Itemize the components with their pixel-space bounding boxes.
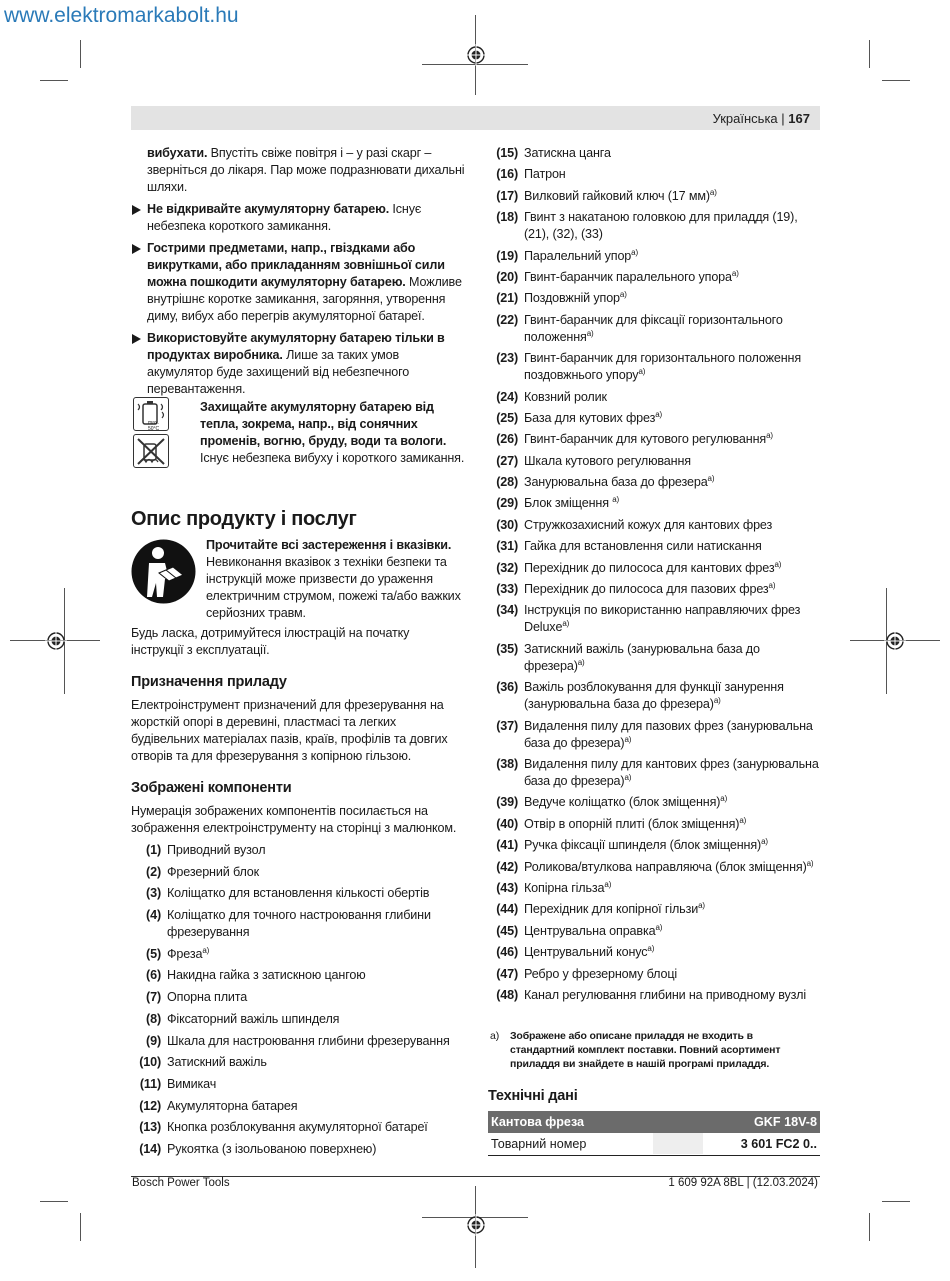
article-number-value: 3 601 FC2 0.. (671, 1133, 820, 1156)
list-item (131, 989, 466, 1006)
list-item-text: Гвинт з накатаною головкою для приладдя (19), (21), (32), (33) (524, 210, 798, 242)
max-temp-label: max. 50°C (148, 420, 160, 432)
list-item (488, 474, 820, 491)
list-item (488, 816, 820, 833)
list-item-number: (38) (496, 756, 518, 771)
list-item-text: Кнопка розблокування акумуляторної батареї (167, 1120, 428, 1135)
footer-publisher: Bosch Power Tools (132, 1177, 230, 1189)
table-head-product: Кантова фреза (488, 1111, 671, 1133)
list-item-number: (18) (496, 210, 518, 225)
purpose-paragraph (131, 697, 461, 765)
list-item-text: Шкала для настроювання глибини фрезерування (167, 1033, 450, 1048)
footnote-marker: a) (562, 619, 570, 629)
list-item-number: (48) (496, 987, 518, 1002)
article-number-label (488, 1133, 671, 1156)
list-item-number: (8) (146, 1011, 161, 1026)
list-item (488, 209, 820, 243)
list-item (488, 145, 820, 162)
list-item (131, 1011, 466, 1028)
list-item-text: Патрон (524, 167, 566, 182)
list-item (131, 1141, 466, 1158)
list-item (488, 350, 820, 384)
list-item (488, 794, 820, 811)
list-item-number: (37) (496, 718, 518, 733)
list-item-number: (29) (496, 496, 518, 511)
header-language: Українська (712, 111, 778, 126)
list-item-text: Коліщатко для точного настроювання глибини фрезерування (167, 908, 431, 940)
components-intro-text: Нумерація зображених компонентів посилається на зображення електроінструменту на сторінці з малюнком. (131, 804, 457, 835)
footnote-marker: a) (713, 696, 721, 706)
list-item-number: (34) (496, 603, 518, 618)
list-item-number: (39) (496, 795, 518, 810)
list-item-text: Занурювальна база до фрезера (524, 475, 708, 490)
list-item-number: (14) (139, 1141, 161, 1156)
list-item-text: Гвинт-баранчик для горизонтального положення поздовжнього упору (524, 351, 801, 383)
components-list-right (488, 145, 820, 1004)
list-item-text: Інструкція по використанню направляючих фрез Deluxe (524, 603, 801, 635)
list-item-number: (2) (146, 864, 161, 879)
warning-bullet-sharp (131, 240, 466, 325)
footnote-marker: a) (739, 815, 747, 825)
list-item-text: Фрезерний блок (167, 864, 260, 879)
purpose-title: Призначення приладу (131, 674, 287, 690)
continued-bold: вибухати. (147, 146, 208, 160)
list-item (488, 901, 820, 918)
list-item-number: (15) (496, 146, 518, 160)
list-item-text: Центрувальний конус (524, 945, 648, 960)
list-item (488, 987, 820, 1004)
list-item-text: Важіль розблокування для функції занурення (занурювальна база до фрезера) (524, 680, 784, 712)
list-item (131, 842, 466, 859)
list-item (131, 1054, 466, 1071)
watermark-url[interactable]: www.elektromarkabolt.hu (4, 4, 239, 27)
warning-bullet-open (131, 201, 466, 235)
list-item-number: (16) (496, 167, 518, 182)
footnote-marker: a) (647, 943, 655, 953)
list-item (488, 312, 820, 346)
list-item (488, 248, 820, 265)
list-item (488, 859, 820, 876)
list-item-text: Копірна гільза (524, 880, 605, 895)
list-item-text: Гвинт-баранчик паралельного упора (524, 269, 732, 284)
table-head-model: GKF 18V-8 (671, 1111, 820, 1133)
footnote-marker: a) (766, 431, 773, 441)
footnote-marker: a) (761, 836, 768, 846)
list-item-number: (4) (146, 908, 161, 923)
registration-mark-top-icon (465, 44, 487, 66)
list-item-text: Приводний вузол (167, 843, 266, 857)
list-item-text: Ребро у фрезерному блоці (524, 966, 678, 981)
list-item (131, 1119, 466, 1136)
list-item-text: Паралельний упор (524, 248, 632, 263)
registration-mark-left-icon (45, 630, 67, 652)
footnote-marker: a) (604, 879, 612, 889)
list-item-number: (6) (146, 968, 161, 983)
list-item-number: (3) (146, 886, 161, 901)
list-item (131, 1033, 466, 1050)
list-item (131, 967, 466, 984)
list-item-number: (25) (496, 410, 518, 425)
list-item (131, 1098, 466, 1115)
footnote-marker: a) (631, 247, 638, 257)
footnote-marker: a) (619, 290, 627, 300)
list-item-number: (33) (496, 582, 518, 597)
bullet-bold: Не відкривайте акумуляторну батарею. (147, 202, 390, 216)
list-item-text: Вимикач (167, 1076, 217, 1091)
list-item-text: Ручка фіксації шпинделя (блок зміщення) (524, 838, 762, 853)
footnote (488, 1029, 808, 1071)
list-item-number: (24) (496, 389, 518, 404)
list-item-number: (10) (139, 1055, 161, 1070)
footnote-marker: a) (774, 559, 782, 569)
bullet-text: Можливе внутрішнє коротке замикання, загоряння, утворення диму, вибух або перегрів акумуляторної батареї. (147, 275, 462, 323)
list-item-text: Рукоятка (з ізольованою поверхнею) (167, 1141, 377, 1156)
footnote-marker: a) (586, 328, 594, 338)
list-item (131, 885, 466, 902)
list-item-number: (30) (496, 517, 518, 532)
read-manual-icon (131, 539, 196, 604)
footnote-marker: a) (655, 409, 663, 419)
list-item-text: Ведуче коліщатко (блок зміщення) (524, 795, 721, 810)
list-item (488, 602, 820, 636)
tech-data-table (488, 1111, 820, 1156)
list-item (488, 538, 820, 555)
heat-warning-text: Існує небезпека вибуху і короткого замикання. (200, 451, 465, 465)
list-item (488, 560, 820, 577)
list-item (488, 410, 820, 427)
list-item-text: Перехідник до пилососа для кантових фрез (524, 560, 775, 575)
components-list-left (131, 842, 466, 1158)
list-item-text: Накидна гайка з затискною цангою (167, 968, 366, 983)
list-item (488, 389, 820, 406)
list-item-text: Затискний важіль (167, 1055, 267, 1070)
footnote-marker: a) (624, 734, 632, 744)
list-item-number: (36) (496, 680, 518, 695)
list-item (488, 718, 820, 752)
battery-heat-icon (133, 397, 169, 431)
list-item (488, 756, 820, 790)
list-item-number: (43) (496, 880, 518, 895)
list-item-text: Отвір в опорній плиті (блок зміщення) (524, 816, 740, 831)
list-item-number: (41) (496, 838, 518, 853)
left-column (131, 145, 466, 398)
list-item-text: Стружкозахисний кожух для кантових фрез (524, 517, 773, 532)
list-item (488, 166, 820, 183)
list-item-number: (20) (496, 269, 518, 284)
list-item-text: Вилковий гайковий ключ (17 мм) (524, 188, 710, 203)
list-item-text: Опорна плита (167, 990, 248, 1005)
page-number: 167 (788, 111, 810, 126)
list-item (488, 431, 820, 448)
bullet-bold: Використовуйте акумуляторну батарею тільки в продуктах виробника. (147, 331, 445, 362)
list-item-number: (17) (496, 188, 518, 203)
list-item-number: (13) (139, 1120, 161, 1135)
list-item-text: Фреза (167, 946, 203, 961)
list-item-number: (19) (496, 248, 518, 263)
footnote-marker: a) (577, 657, 585, 667)
no-water-fire-icon (133, 434, 169, 468)
read-instructions-text: Невиконання вказівок з техніки безпеки та інструкцій може призвести до ураження електричним струмом, пожежі та/або важких серйозних травм. (206, 555, 461, 620)
footnote-marker: a) (655, 922, 663, 932)
list-item-text: Поздовжній упор (524, 291, 620, 306)
list-item (488, 188, 820, 205)
table-row (488, 1133, 820, 1156)
list-item-number: (40) (496, 816, 518, 831)
list-item-text: Перехідник до пилососа для пазових фрез (524, 582, 769, 597)
list-item (488, 944, 820, 961)
list-item-number: (47) (496, 966, 518, 981)
list-item-text: Гвинт-баранчик для кутового регулювання (524, 432, 767, 447)
list-item (488, 581, 820, 598)
list-item-number: (7) (146, 990, 161, 1005)
footnote-marker: a) (709, 187, 717, 197)
list-item-text: Фіксаторний важіль шпинделя (167, 1011, 340, 1026)
section-title: Опис продукту і послуг (131, 508, 357, 530)
list-item-text: Перехідник для копірної гільзи (524, 902, 699, 917)
tech-data-title: Технічні дані (488, 1088, 578, 1104)
list-item-text: Ковзний ролик (524, 389, 607, 404)
article-number-label-text: Товарний номер (491, 1137, 587, 1151)
list-item-text: Канал регулювання глибини на приводному вузлі (524, 987, 807, 1002)
list-item (488, 269, 820, 286)
components-intro (131, 803, 466, 837)
list-item (131, 1076, 466, 1093)
list-item-text: Гайка для встановлення сили натискання (524, 539, 762, 554)
footer-doc-number: 1 609 92A 8BL | (12.03.2024) (668, 1177, 818, 1189)
list-item-number: (28) (496, 475, 518, 490)
list-item (488, 641, 820, 675)
list-item-number: (22) (496, 312, 518, 327)
list-item (488, 290, 820, 307)
purpose-text: Електроінструмент призначений для фрезерування на жорсткій опорі в деревині, пластмасі та легких будівельних матеріалах пазів, країв, профілів та довгих отворів та для фрезерування з копірною гільзою. (131, 698, 448, 763)
list-item-number: (32) (496, 560, 518, 575)
list-item-text: Шкала кутового регулювання (524, 453, 691, 468)
list-item-number: (42) (496, 859, 518, 874)
registration-mark-right-icon (884, 630, 906, 652)
list-item-number: (23) (496, 351, 518, 366)
list-item-text: Роликова/втулкова направляюча (блок зміщення) (524, 859, 807, 874)
list-item-number: (9) (146, 1033, 161, 1048)
footnote-label: a) (490, 1030, 500, 1042)
list-item-text: Затискна цанга (524, 146, 611, 160)
footnote-marker: a) (638, 366, 646, 376)
list-item-text: Блок зміщення (524, 496, 613, 511)
heat-warning-bold: Захищайте акумуляторну батарею від тепла, зокрема, напр., від сонячних променів, вогню, бруду, води та вологи. (200, 400, 447, 448)
list-item (131, 946, 466, 963)
list-item (488, 966, 820, 983)
footnote-marker: a) (731, 268, 739, 278)
footnote-text: Зображене або описане приладдя не входить в стандартний комплект поставки. Повний асортимент приладдя ви знайдете в нашій програмі приладдя. (510, 1030, 781, 1070)
components-title: Зображені компоненти (131, 780, 292, 796)
list-item (131, 907, 466, 941)
list-item-number: (45) (496, 923, 518, 938)
list-item-text: Гвинт-баранчик для фіксації горизонтального положення (524, 312, 783, 344)
list-item-text: Затискний важіль (занурювальна база до фрезера) (524, 641, 760, 673)
list-item (488, 923, 820, 940)
read-instructions-bold: Прочитайте всі застереження і вказівки. (206, 538, 452, 552)
footnote-marker: a) (768, 580, 776, 590)
footnote-marker: a) (202, 945, 210, 955)
list-item-text: Видалення пилу для пазових фрез (занурювальна база до фрезера) (524, 718, 813, 750)
heat-warning (200, 399, 470, 467)
table-header-row (488, 1111, 820, 1133)
list-item-number: (1) (146, 843, 161, 857)
list-item-text: Акумуляторна батарея (167, 1098, 298, 1113)
list-item (488, 837, 820, 854)
page-header (713, 111, 810, 126)
header-separator: | (781, 111, 785, 126)
list-item-number: (11) (139, 1076, 161, 1091)
continued-paragraph (131, 145, 466, 196)
warning-bullet-manufacturer (131, 330, 466, 398)
list-item-text: Видалення пилу для кантових фрез (занурювальна база до фрезера) (524, 756, 819, 788)
list-item-number: (26) (496, 432, 518, 447)
illustrations-note (131, 625, 451, 659)
bullet-text: Існує небезпека короткого замикання. (147, 202, 422, 233)
list-item-number: (21) (496, 291, 518, 306)
bullet-text: Лише за таких умов акумулятор буде захищений від небезпечного перевантаження. (147, 348, 410, 396)
illustrations-note-text: Будь ласка, дотримуйтеся ілюстрацій на початку інструкції з експлуатації. (131, 626, 410, 657)
list-item-text: Центрувальна оправка (524, 923, 656, 938)
footnote-marker: a) (612, 495, 620, 505)
list-item-number: (31) (496, 539, 518, 554)
list-item-number: (12) (139, 1098, 161, 1113)
list-item-number: (27) (496, 453, 518, 468)
list-item (488, 679, 820, 713)
footnote-marker: a) (707, 473, 715, 483)
footnote-marker: a) (624, 772, 632, 782)
registration-mark-bottom-icon (465, 1214, 487, 1236)
bullet-bold: Гострими предметами, напр., гвіздками або викрутками, або прикладанням зовнішньої сили можна пошкодити акумуляторну батарею. (147, 241, 445, 289)
list-item (131, 864, 466, 881)
read-instructions-note (206, 537, 468, 622)
list-item (488, 880, 820, 897)
footnote-marker: a) (806, 858, 814, 868)
list-item-text: Коліщатко для встановлення кількості обертів (167, 886, 430, 901)
list-item (488, 517, 820, 534)
list-item-number: (35) (496, 641, 518, 656)
list-item (488, 453, 820, 470)
list-item-text: База для кутових фрез (524, 410, 656, 425)
footnote-marker: a) (698, 901, 705, 911)
list-item-number: (46) (496, 945, 518, 960)
continued-text: Впустіть свіже повітря і – у разі скарг – зверніться до лікаря. Пар може подразнювати дихальні шляхи. (147, 146, 465, 194)
list-item (488, 495, 820, 512)
footnote-marker: a) (720, 794, 728, 804)
list-item-number: (5) (146, 946, 161, 961)
list-item-number: (44) (496, 902, 518, 917)
